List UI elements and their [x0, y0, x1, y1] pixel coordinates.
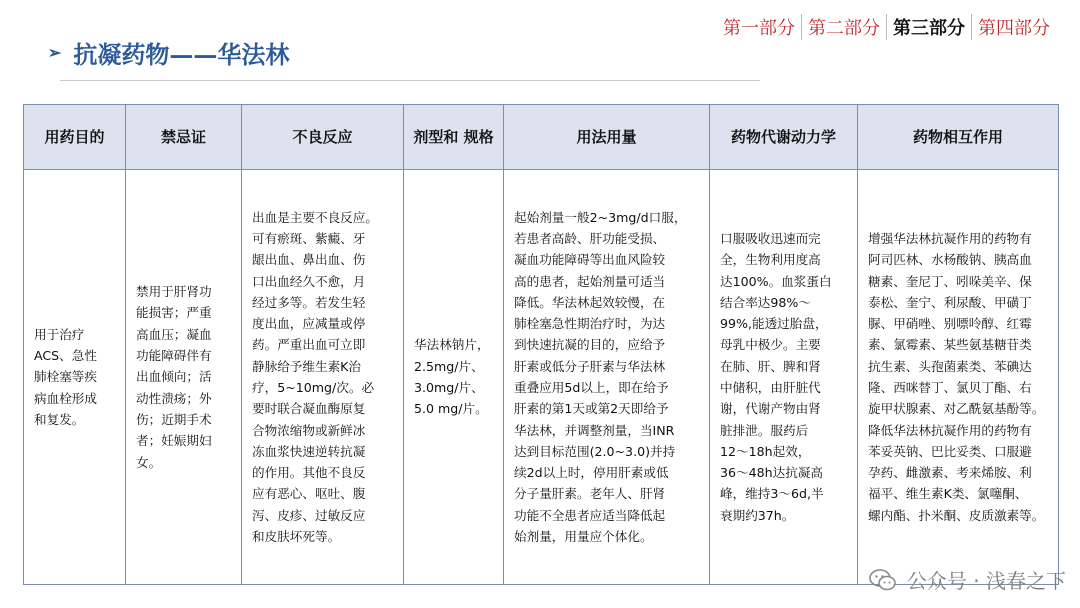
- watermark-text: 公众号 · 浅春之下: [906, 569, 1066, 593]
- drug-info-table: [23, 104, 1059, 585]
- col-header-dosage-form: 剂型和 规格: [404, 105, 504, 170]
- table-row: [24, 170, 1059, 585]
- nav-part-1[interactable]: 第一部分: [723, 18, 795, 39]
- col-header-adverse-reactions: 不良反应: [242, 105, 404, 170]
- table-header-row: [24, 105, 1059, 170]
- cell-adverse-reactions: 出血是主要不良反应。 可有瘀斑、紫癜、牙 龈出血、鼻出血、伤 口出血经久不愈，月 经过多等。若发生轻 度出血，应减量或停 药。严重出血可立即 静脉给予维生素K治 疗，5~10mg/次。必 要时联合凝血酶原复 合物浓缩物或新鲜冰 冻血浆快速逆转抗凝 的作用。其他不良反 应有恶心、呕吐、腹 泻、皮疹、过敏反应 和皮肤坏死等。: [242, 170, 404, 585]
- cell-usage-dosage: 起始剂量一般2~3mg/d口服， 若患者高龄、肝功能受损、 凝血功能障碍等出血风险较 高的患者，起始剂量可适当 降低。华法林起效较慢，在 肺栓塞急性期治疗时，为达 到快速抗凝的目的，应给予 肝素或低分子肝素与华法林 重叠应用5d以上，即在给予 肝素的第1天或第2天即给予 华法林，并调整剂量，当INR 达到目标范围(2.0~3.0)并持 续2d以上时，停用肝素或低 分子量肝素。老年人、肝肾 功能不全患者应适当降低起 始剂量，用量应个体化。: [504, 170, 710, 585]
- cell-contraindications: 禁用于肝肾功 能损害；严重 高血压；凝血 功能障碍伴有 出血倾向；活 动性溃疡；外 伤；近期手术 者；妊娠期妇 女。: [126, 170, 242, 585]
- col-header-purpose: 用药目的: [24, 105, 126, 170]
- cell-pharmacokinetics: 口服吸收迅速而完 全，生物利用度高 达100%。血浆蛋白 结合率达98%～ 99%,能透过胎盘， 母乳中极少。主要 在肺、肝、脾和肾 中储积，由肝脏代 谢，代谢产物由肾 脏排泄。服药后 12～18h起效， 36～48h达抗凝高 峰，维持3～6d,半 衰期约37h。: [710, 170, 858, 585]
- arrow-icon: ➢: [48, 42, 62, 62]
- wechat-icon: [869, 568, 897, 592]
- cell-purpose: 用于治疗 ACS、急性 肺栓塞等疾 病血栓形成 和复发。: [24, 170, 126, 585]
- col-header-pharmacokinetics: 药物代谢动力学: [710, 105, 858, 170]
- cell-dosage-form: 华法林钠片， 2.5mg/片、 3.0mg/片、 5.0 mg/片。: [404, 170, 504, 585]
- cell-interactions: 增强华法林抗凝作用的药物有 阿司匹林、水杨酸钠、胰高血 糖素、奎尼丁、吲哚美辛、保 泰松、奎宁、利尿酸、甲磺丁 脲、甲硝唑、别嘌呤醇、红霉 素、氯霉素、某些氨基糖苷类 抗生素、头孢菌素类、苯碘达 隆、西咪替丁、氯贝丁酯、右 旋甲状腺素、对乙酰氨基酚等。 降低华法林抗凝作用的药物有 苯妥英钠、巴比妥类、口服避 孕药、雌激素、考来烯胺、利 福平、维生素K类、氯噻酮、 螺内酯、扑米酮、皮质激素等。: [858, 170, 1059, 585]
- watermark: [869, 565, 1066, 594]
- nav-part-2[interactable]: 第二部分: [808, 18, 880, 39]
- col-header-interactions: 药物相互作用: [858, 105, 1059, 170]
- nav-part-3[interactable]: 第三部分: [893, 18, 965, 39]
- title-divider: [60, 80, 760, 81]
- page-title: [48, 34, 289, 70]
- col-header-usage-dosage: 用法用量: [504, 105, 710, 170]
- nav-part-4[interactable]: 第四部分: [978, 18, 1050, 39]
- col-header-contraindications: 禁忌证: [126, 105, 242, 170]
- section-nav: [717, 14, 1056, 40]
- page-title-text: 抗凝药物——华法林: [73, 39, 290, 69]
